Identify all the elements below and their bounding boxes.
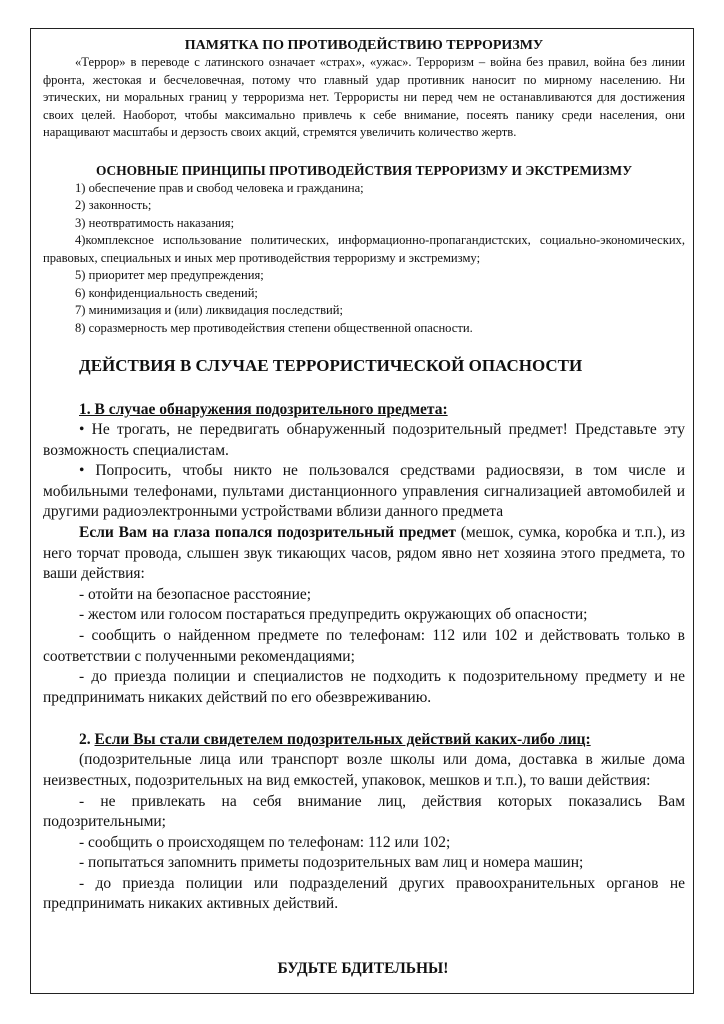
list-item: - сообщить о найденном предмете по телефонам: 112 или 102 и действовать только в соответствии с полученными рекомендациями; xyxy=(43,626,685,665)
list-item: - сообщить о происходящем по телефонам: 112 или 102; xyxy=(79,833,451,851)
memo-content xyxy=(43,37,685,915)
principles-heading: ОСНОВНЫЕ ПРИНЦИПЫ ПРОТИВОДЕЙСТВИЯ ТЕРРОРИЗМУ И ЭКСТРЕМИЗМУ xyxy=(95,162,633,178)
section1-emphasis: Если Вам на глаза попался подозрительный предмет xyxy=(79,523,456,541)
list-item: - отойти на безопасное расстояние; xyxy=(79,585,312,603)
list-item: 6) конфиденциальность сведений; xyxy=(75,285,258,300)
list-item: - жестом или голосом постараться предупредить окружающих об опасности; xyxy=(79,606,588,624)
list-item: - не привлекать на себя внимание лиц, действия которых показались Вам подозрительными; xyxy=(43,792,685,831)
list-item: 4)комплексное использование политических, информационно-пропагандистских, социально-экономических, правовых, специальных и иных мер противодействия терроризму и экстремизму; xyxy=(43,233,685,265)
section1-paragraph: • Не трогать, не передвигать обнаруженный подозрительный предмет! Представьте эту возможность специалистам. xyxy=(43,421,685,459)
list-item: 8) соразмерность мер противодействия степени общественной опасности. xyxy=(75,320,473,335)
footer-slogan: БУДЬТЕ БДИТЕЛЬНЫ! xyxy=(277,960,449,977)
actions-heading: ДЕЙСТВИЯ В СЛУЧАЕ ТЕРРОРИСТИЧЕСКОЙ ОПАСНОСТИ xyxy=(79,356,583,375)
intro-paragraph xyxy=(43,54,685,142)
section1-body xyxy=(43,420,685,708)
intro-text: «Террор» в переводе с латинского означает «страх», «ужас». Терроризм – война без правил, война без линии фронта, жестокая и бесчеловечная, потому что главный удар противник наносит по мирному населению. Ни этических, ни моральных границ у терроризма нет. Террористы ни перед чем не останавливаются для достижения своих целей. Наоборот, чтобы максимально привлечь к себе внимание, посеять панику среди населения, они наращивают масштабы и дерзость своих акций, стремятся увеличить количество жертв. xyxy=(43,55,685,139)
list-item: - до приезда полиции или подразделений других правоохранительных органов не предпринимать никаких активных действий. xyxy=(43,874,685,913)
principles-list xyxy=(43,180,685,338)
section2-body xyxy=(43,750,685,915)
list-item: 5) приоритет мер предупреждения; xyxy=(75,268,264,282)
section2-paragraph: (подозрительные лица или транспорт возле школы или дома, доставка в жилые дома неизвестных, подозрительных на вид емкостей, упаковок, мешков и т.п.), то ваши действия: xyxy=(43,751,685,789)
list-item: 7) минимизация и (или) ликвидация последствий; xyxy=(75,303,344,317)
section1-heading: 1. В случае обнаружения подозрительного предмета: xyxy=(79,401,448,418)
section1-emphasis-rest: (мешок, сумка, коробка и т.п.), из него торчат провода, слышен звук тикающих часов, рядом явно нет хозяина этого предмета, то ваши действия: xyxy=(43,523,685,583)
section1-paragraph xyxy=(43,523,685,585)
list-item: 2) законность; xyxy=(75,198,152,212)
list-item: 3) неотвратимость наказания; xyxy=(75,215,235,230)
list-item: - попытаться запомнить приметы подозрительных вам лиц и номера машин; xyxy=(79,854,584,872)
memo-frame xyxy=(30,28,694,994)
section2-heading xyxy=(79,730,685,750)
section2-heading-text: Если Вы стали свидетелем подозрительных действий каких-либо лиц: xyxy=(94,731,591,749)
list-item: 1) обеспечение прав и свобод человека и гражданина; xyxy=(75,180,364,195)
page-title: ПАМЯТКА ПО ПРОТИВОДЕЙСТВИЮ ТЕРРОРИЗМУ xyxy=(184,38,544,53)
section2-number: 2. xyxy=(79,731,95,749)
section1-paragraph: • Попросить, чтобы никто не пользовался средствами радиосвязи, в том числе и мобильными телефонами, пультами дистанционного управления сигнализацией автомобилей и другими радиоэлектронными устройствами вблизи данного предмета xyxy=(43,462,685,521)
list-item: - до приезда полиции и специалистов не подходить к подозрительному предмету и не предпринимать никаких действий по его обезвреживанию. xyxy=(43,668,685,706)
